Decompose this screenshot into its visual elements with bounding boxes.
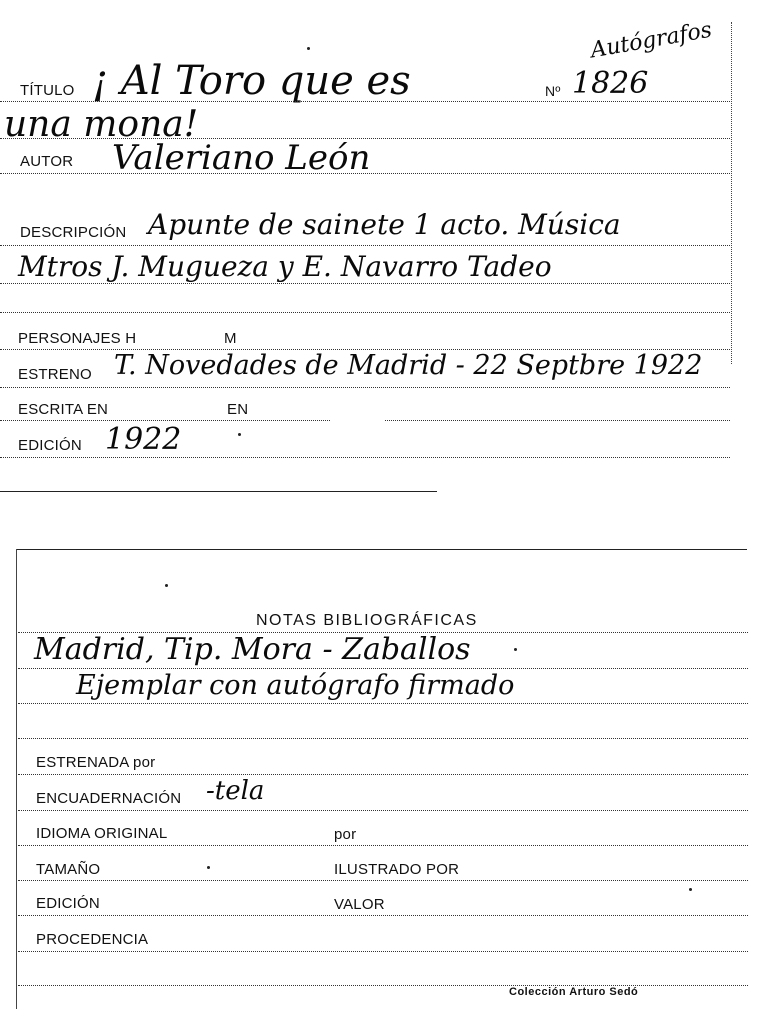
encuadernacion-rule [18,810,748,811]
descripcion-rule-1 [0,245,730,246]
procedencia-rule [18,951,748,952]
ilustrado-label: ILUSTRADO POR [334,861,460,878]
titulo-value-line2: una mona! [4,104,199,145]
escrita-rule-left [0,420,330,421]
por-label: por [334,826,357,843]
descripcion-value-line1: Apunte de sainete 1 acto. Música [148,208,621,241]
titulo-label: TÍTULO [20,82,75,99]
estreno-value: T. Novedades de Madrid - 22 Septbre 1922 [114,350,703,381]
idioma-label: IDIOMA ORIGINAL [36,825,168,842]
encuadernacion-label: ENCUADERNACIÓN [36,790,182,807]
edicion-label: EDICIÓN [18,437,82,454]
tamano-rule [18,880,748,881]
escrita-rule-right [385,420,730,421]
notas-heading: NOTAS BIBLIOGRÁFICAS [256,612,478,629]
descripcion-label: DESCRIPCIÓN [20,224,127,241]
personajes-label: PERSONAJES H [18,330,137,347]
speck [207,866,210,869]
edicion-value: 1922 [105,422,182,457]
top-card-bottom-edge [0,491,437,492]
notas-rule-2 [18,703,748,704]
edicion-b-label: EDICIÓN [36,895,100,912]
titulo-value-line1: ¡ Al Toro que es [92,58,411,104]
notas-rule-1 [18,668,748,669]
titulo-rule-1 [0,101,730,102]
speck [689,888,692,891]
top-card-right-border [731,22,732,364]
estreno-label: ESTRENO [18,366,92,383]
autor-value: Valeriano León [112,138,371,178]
procedencia-label: PROCEDENCIA [36,931,149,948]
corner-note: Autógrafos [588,17,714,64]
escrita-en-label: EN [227,401,249,418]
estrenada-rule [18,774,748,775]
edicion-b-rule [18,915,748,916]
encuadernacion-value: -tela [206,776,265,806]
catalog-number: 1826 [572,66,649,101]
descripcion-value-line2: Mtros J. Mugueza y E. Navarro Tadeo [18,250,552,283]
descripcion-rule-2 [0,283,730,284]
blank-rule-b [18,985,748,986]
escrita-label: ESCRITA EN [18,401,109,418]
blank-rule [0,312,730,313]
estrenada-label: ESTRENADA por [36,754,156,771]
tamano-label: TAMAÑO [36,861,101,878]
number-label: Nº [545,83,561,99]
speck [165,584,168,587]
bottom-card-top-edge [16,549,747,550]
notas-value-line1: Madrid, Tip. Mora - Zaballos [34,632,471,667]
autor-label: AUTOR [20,153,74,170]
bottom-card-left-border [16,549,17,1009]
valor-label: VALOR [334,896,385,913]
speck [238,433,241,436]
personajes-m-label: M [224,330,237,347]
autor-rule [0,173,730,174]
speck [514,648,517,651]
speck [307,47,310,50]
estreno-rule [0,387,730,388]
notas-rule-3 [18,738,748,739]
idioma-rule [18,845,748,846]
edicion-rule [0,457,730,458]
coleccion-stamp: Colección Arturo Sedó [509,986,639,998]
notas-value-line2: Ejemplar con autógrafo firmado [76,670,515,701]
